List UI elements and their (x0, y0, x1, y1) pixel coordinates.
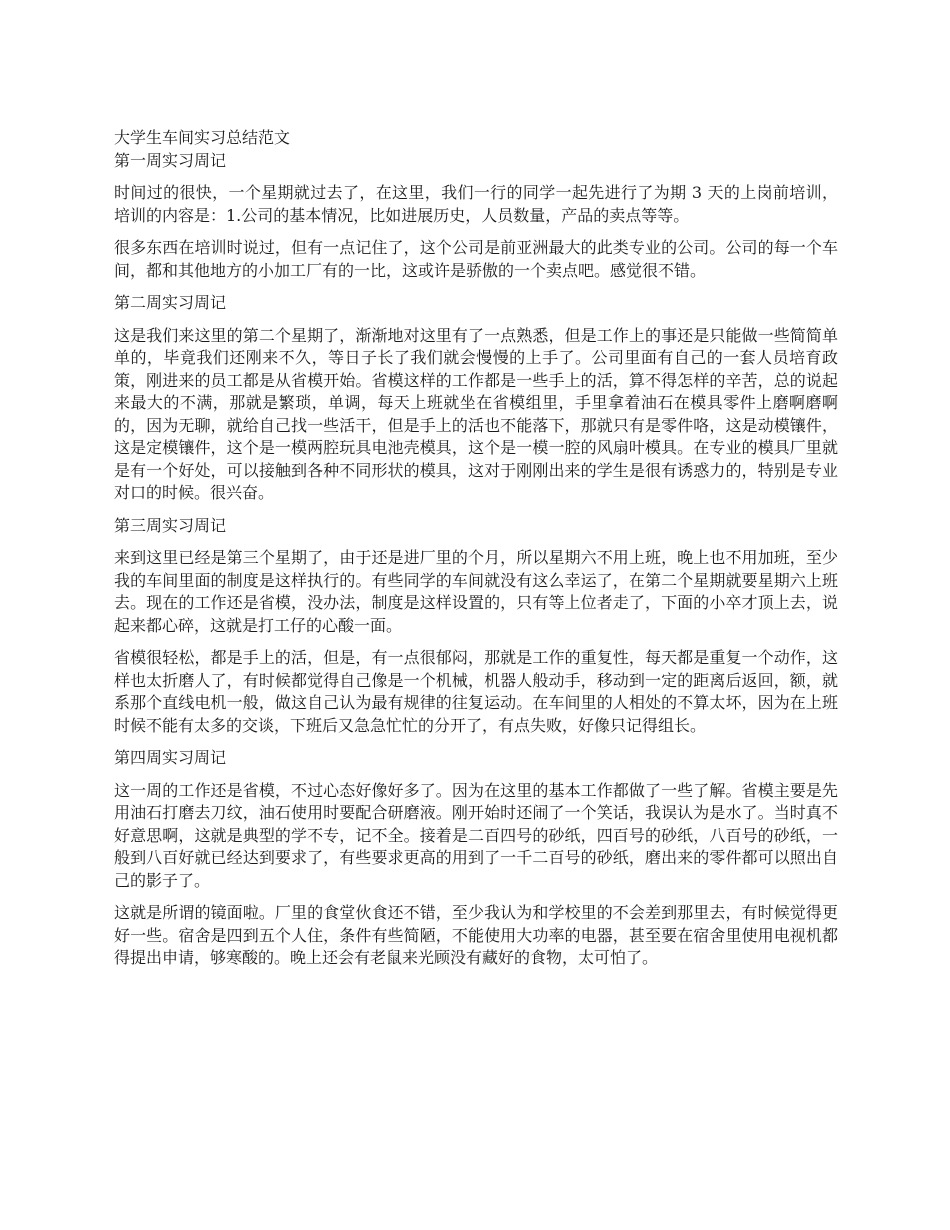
section-heading-week-1: 第一周实习周记 (114, 150, 227, 170)
section-paragraph: 很多东西在培训时说过，但有一点记住了，这个公司是前亚洲最大的此类专业的公司。公司的每一个车间，都和其他地方的小加工厂有的一比，这或许是骄傲的一个卖点吧。感觉很不错。 (114, 238, 838, 280)
section-paragraph: 时间过的很快，一个星期就过去了，在这里，我们一行的同学一起先进行了为期 3 天的上岗前培训，培训的内容是：1.公司的基本情况，比如进展历史，人员数量，产品的卖点等等。 (114, 183, 838, 225)
section-paragraph: 这就是所谓的镜面啦。厂里的食堂伙食还不错，至少我认为和学校里的不会差到那里去，有时候觉得更好一些。宿舍是四到五个人住，条件有些简陋，不能使用大功率的电器，甚至要在宿舍里使用电视机都得提出申请，够寒酸的。晚上还会有老鼠来光顾没有藏好的食物，太可怕了。 (114, 903, 838, 967)
section-paragraph: 这一周的工作还是省模，不过心态好像好多了。因为在这里的基本工作都做了一些了解。省模主要是先用油石打磨去刀纹，油石使用时要配合研磨液。刚开始时还闹了一个笑话，我误认为是水了。当时真不好意思啊，这就是典型的学不专，记不全。接着是二百四号的砂纸，四百号的砂纸，八百号的砂纸，一般到八百好就已经达到要求了，有些要求更高的用到了一千二百号的砂纸，磨出来的零件都可以照出自己的影子了。 (114, 780, 838, 890)
document-title: 大学生车间实习总结范文 (114, 128, 291, 147)
section-heading-week-3: 第三周实习周记 (114, 515, 227, 535)
document-page (114, 127, 838, 980)
section-paragraph: 这是我们来这里的第二个星期了，渐渐地对这里有了一点熟悉，但是工作上的事还是只能做一些简简单单的，毕竟我们还刚来不久，等日子长了我们就会慢慢的上手了。公司里面有自己的一套人员培育政策，刚进来的员工都是从省模开始。省模这样的工作都是一些手上的活，算不得怎样的辛苦，总的说起来最大的不满，那就是繁琐，单调，每天上班就坐在省模组里，手里拿着油石在模具零件上磨啊磨啊的，因为无聊，就给自己找一些活干，但是手上的活也不能落下，那就只有是零件咯，这是动模镶件，这是定模镶件，这个是一模两腔玩具电池壳模具，这个是一模一腔的风扇叶模具。在专业的模具厂里就是有一个好处，可以接触到各种不同形状的模具，这对于刚刚出来的学生是很有诱惑力的，特别是专业对口的时候。很兴奋。 (114, 325, 838, 502)
section-heading-week-2: 第二周实习周记 (114, 293, 227, 312)
section-paragraph: 来到这里已经是第三个星期了，由于还是进厂里的个月，所以星期六不用上班，晚上也不用加班，至少我的车间里面的制度是这样执行的。有些同学的车间就没有这么幸运了，在第二个星期就要星期六上班去。现在的工作还是省模，没办法，制度是这样设置的，只有等上位者走了，下面的小卒才顶上去，说起来都心碎，这就是打工仔的心酸一面。 (114, 548, 838, 635)
section-paragraph: 省模很轻松，都是手上的活，但是，有一点很郁闷，那就是工作的重复性，每天都是重复一个动作，这样也太折磨人了，有时候都觉得自己像是一个机械，机器人般动手，移动到一定的距离后返回，额，就系那个直线电机一般，做这自己认为最有规律的往复运动。在车间里的人相处的不算太坏，因为在上班时候不能有太多的交谈，下班后又急急忙忙的分开了，有点失败，好像只记得组长。 (114, 648, 838, 735)
section-heading-week-4: 第四周实习周记 (114, 748, 227, 767)
